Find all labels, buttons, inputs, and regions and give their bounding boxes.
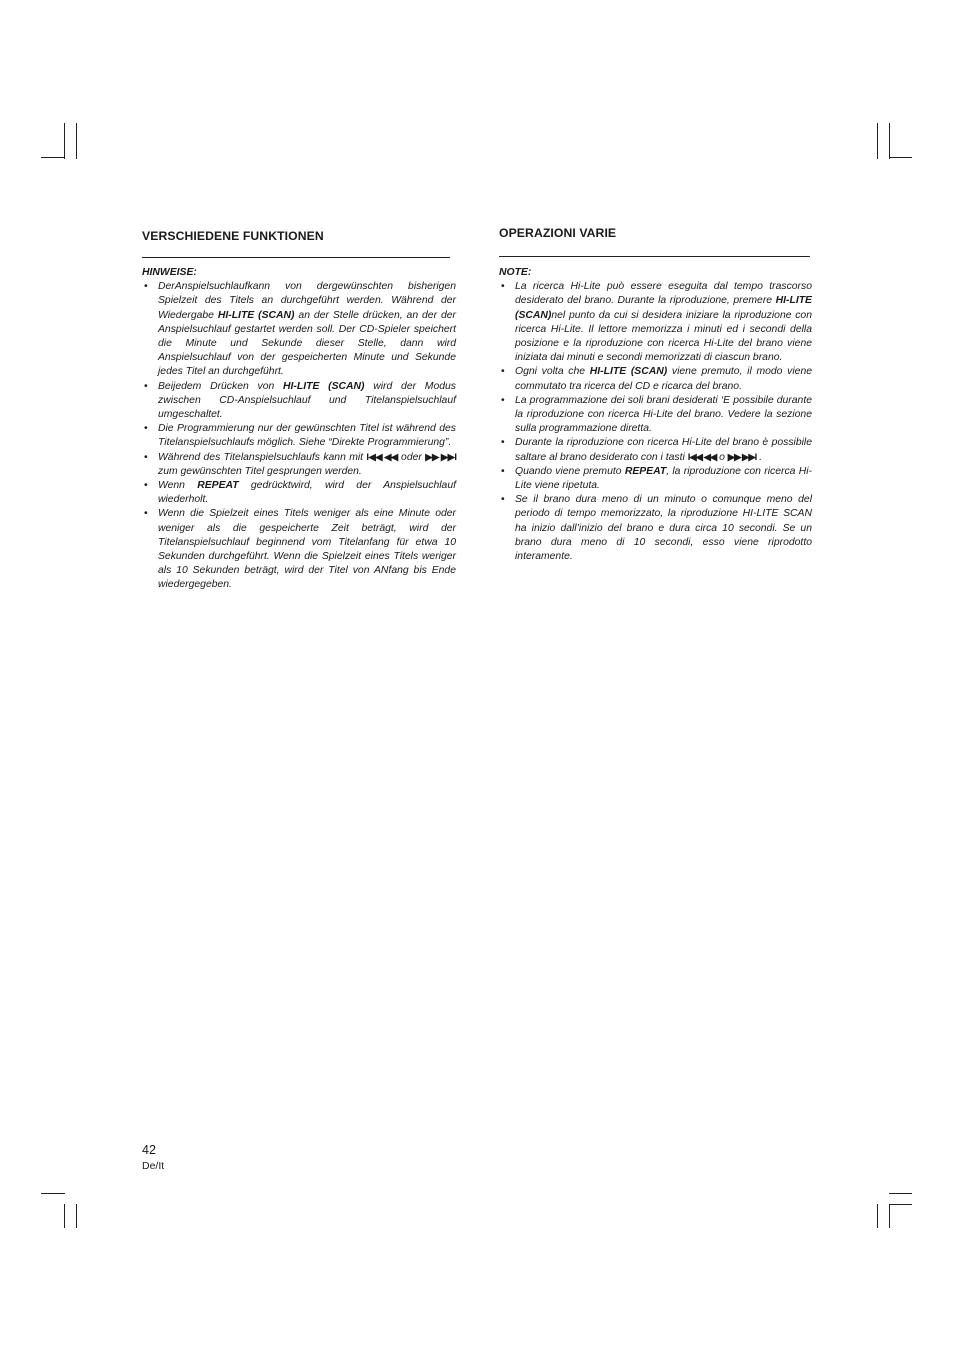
note-text: oder [397,451,426,463]
page-language: De/It [142,1160,165,1172]
note-text: Se il brano dura meno di un minuto o comunque meno del periodo di tempo memorizzato, la riproduzione HI-LITE SCAN ha inizio dall’inizio del brano e dura circa 10 secondi. Se un brano dura meno di 10 secondi, esso viene riprodotto interamente. [515,494,812,563]
note-item [499,436,812,464]
button-label: HI-LITE (SCAN) [589,366,668,378]
skip-back-icon: I◀◀ ◀◀ [366,451,398,463]
note-text: Beijedem Drücken von [158,380,284,392]
button-label: REPEAT [197,480,239,492]
note-text: nel punto da cui si desidera iniziare la riproduzione con ricerca Hi-Lite. Il lettore memorizza i minuti ed i secondi della posizione e la riproduzione con ricerca Hi-Lite del brano viene iniziata dai minuti e secondi memorizzati di ciascun brano. [515,309,812,364]
notes-block [142,266,456,593]
note-item [142,507,456,592]
note-text: La ricerca Hi-Lite può essere eseguita dal tempo trascorso desiderato del brano. Durante la riproduzione, premere [515,281,812,307]
note-text: viene premuto, il modo viene commutato tra ricerca del CD e ricarca del brano. [515,366,813,392]
crop-mark [877,123,878,159]
notes-list [142,280,456,592]
section-heading: VERSCHIEDENE FUNKTIONEN [142,229,324,243]
note-text: Durante la riproduzione con ricerca Hi-Lite del brano è possibile saltare al brano desiderato con i tasti [515,437,812,463]
skip-back-icon: I◀◀ ◀◀ [687,451,717,463]
note-text: . [756,451,763,463]
note-item [142,451,456,479]
heading-rule [499,256,810,257]
note-text: Ogni volta che [515,366,590,378]
crop-mark [889,1204,890,1228]
note-item [499,280,812,365]
note-text: Während des Titelanspielsuchlaufs kann mit [158,451,367,463]
note-text: La programmazione dei soli brani desiderati ‘E possibile durante la riproduzione con ricerca Hi-Lite del brano. Vedere la sezione sulla programmazione diretta. [515,394,812,435]
note-item [142,479,456,507]
skip-forward-icon: ▶▶ ▶▶I [425,451,456,463]
note-text: Wenn die Spielzeit eines Titels weniger als eine Minute oder weniger als die gespeicherte Zeit beträgt, wird der Titelanspielsuchlauf beginnend vom Titelanfang für etwa 10 Sekunden durchgeführt. Wenn die Spielzeit eines Titels weriger als 10 Sekunden beträgt, wird der Titel von ANfang bis Ende wiedergegeben. [158,508,456,591]
crop-mark [889,123,890,159]
page-number: 42 [142,1143,156,1157]
note-text: , la riproduzione con ricerca Hi-Lite viene ripetuta. [515,465,812,492]
note-text: Quando viene premuto [515,465,625,477]
note-item [499,465,812,493]
button-label: HI-LITE (SCAN) [217,309,295,321]
section-heading: OPERAZIONI VARIE [499,226,617,240]
crop-mark [889,1193,912,1194]
note-text: an der Stelle drücken, an der der Anspielsuchlauf gestartet werden soll. Der CD-Spieler speichert die Minute und Sekunde dieser Stelle, dann wird Anspielsuchlauf von der gespeicherten Minute und Sekunde jedes Titel an durchgeführt. [158,309,456,378]
note-item [499,493,812,564]
note-text: gedrücktwird, wird der Anspielsuchlauf wiederholt. [158,480,457,506]
note-text: o [716,451,728,463]
note-item [142,380,456,423]
button-label: HI-LITE (SCAN) [283,380,365,392]
crop-mark [877,1204,878,1228]
heading-rule [142,257,450,258]
note-item [142,422,456,450]
note-text: DerAnspielsuchlaufkann von dergewünschten bisherigen Spielzeit des Titels an durchgeführt werden. Während der Wiedergabe [158,281,456,321]
notes-title: NOTE: [499,267,532,278]
note-item [499,365,812,393]
note-text: zum gewünschten Titel gesprungen werden. [158,465,362,477]
note-item [142,280,456,379]
crop-mark [41,157,65,158]
crop-mark [76,1204,77,1228]
notes-block [499,266,812,564]
button-label: REPEAT [624,465,667,477]
crop-mark [64,123,65,159]
crop-mark [889,1204,912,1205]
crop-mark [889,157,912,158]
crop-mark [76,123,77,159]
note-item [499,394,812,437]
skip-forward-icon: ▶▶ ▶▶I [727,451,757,463]
crop-mark [41,1193,65,1194]
notes-list [499,280,812,564]
note-text: wird der Modus zwischen CD-Anspielsuchlauf und Titelanspielsuchlauf umgeschaltet. [158,380,456,421]
note-text: Wenn [158,480,198,492]
note-text: Die Programmierung nur der gewünschten Titel ist während des Titelanspielsuchlaufs möglich. Siehe “Direkte Programmierung”. [158,423,456,449]
notes-title: HINWEISE: [142,267,197,278]
crop-mark [64,1204,65,1228]
button-label: HI-LITE (SCAN) [515,295,812,321]
